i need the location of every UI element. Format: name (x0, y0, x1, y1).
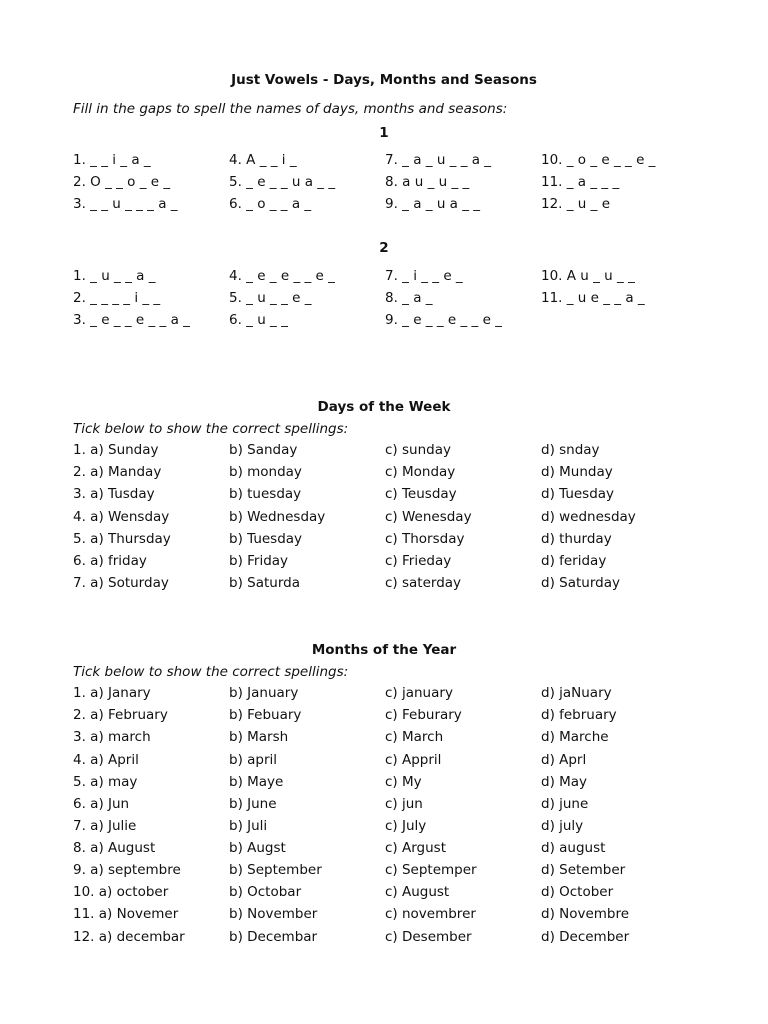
gap-item: 6. _ u _ _ (229, 312, 288, 328)
spelling-option[interactable]: d) Tuesday (541, 486, 615, 502)
spelling-option[interactable]: b) Juli (229, 818, 268, 834)
spelling-option[interactable]: 1. a) Sunday (73, 442, 159, 458)
spelling-option[interactable]: b) Febuary (229, 707, 302, 723)
set-2-row (0, 288, 768, 308)
months-heading: Months of the Year (311, 642, 457, 658)
spelling-option[interactable]: c) Desember (385, 929, 472, 945)
months-row (0, 927, 768, 947)
gap-item: 10. _ o _ e _ _ e _ (541, 152, 656, 168)
spelling-option[interactable]: b) Sanday (229, 442, 298, 458)
spelling-option[interactable]: d) May (541, 774, 588, 790)
gap-item: 1. _ u _ _ a _ (73, 268, 156, 284)
days-row (0, 573, 768, 593)
gap-item: 9. _ e _ _ e _ _ e _ (385, 312, 502, 328)
spelling-option[interactable]: c) jun (385, 796, 423, 812)
gap-item: 7. _ i _ _ e _ (385, 268, 463, 284)
spelling-option[interactable]: 6. a) friday (73, 553, 147, 569)
gap-item: 9. _ a _ u a _ _ (385, 196, 481, 212)
gap-item: 8. a u _ u _ _ (385, 174, 470, 190)
spelling-option[interactable]: b) Tuesday (229, 531, 303, 547)
spelling-option[interactable]: d) snday (541, 442, 600, 458)
spelling-option[interactable]: 7. a) Soturday (73, 575, 169, 591)
months-row (0, 816, 768, 836)
spelling-option[interactable]: c) Appril (385, 752, 442, 768)
spelling-option[interactable]: b) Octobar (229, 884, 302, 900)
spelling-option[interactable]: d) february (541, 707, 617, 723)
gap-item: 12. _ u _ e (541, 196, 610, 212)
spelling-option[interactable]: b) Wednesday (229, 509, 326, 525)
months-row (0, 882, 768, 902)
gap-item: 3. _ e _ _ e _ _ a _ (73, 312, 190, 328)
days-row (0, 484, 768, 504)
spelling-option[interactable]: b) Friday (229, 553, 289, 569)
set-2-row (0, 266, 768, 286)
spelling-option[interactable]: b) monday (229, 464, 302, 480)
spelling-option[interactable]: d) wednesday (541, 509, 636, 525)
spelling-option[interactable]: d) Munday (541, 464, 613, 480)
spelling-option[interactable]: c) saterday (385, 575, 462, 591)
spelling-option[interactable]: c) Frieday (385, 553, 452, 569)
days-row (0, 529, 768, 549)
spelling-option[interactable]: c) sunday (385, 442, 451, 458)
spelling-option[interactable]: 3. a) march (73, 729, 151, 745)
spelling-option[interactable]: b) Marsh (229, 729, 289, 745)
gap-item: 8. _ a _ (385, 290, 433, 306)
spelling-option[interactable]: c) August (385, 884, 450, 900)
spelling-option[interactable]: c) january (385, 685, 453, 701)
gap-item: 4. _ e _ e _ _ e _ (229, 268, 335, 284)
set-1-heading: 1 (379, 125, 389, 141)
spelling-option[interactable]: 6. a) Jun (73, 796, 130, 812)
spelling-option[interactable]: c) March (385, 729, 444, 745)
spelling-option[interactable]: b) april (229, 752, 278, 768)
spelling-option[interactable]: 7. a) Julie (73, 818, 137, 834)
days-instruction: Tick below to show the correct spellings: (73, 421, 349, 437)
days-row (0, 551, 768, 571)
spelling-option[interactable]: 12. a) decembar (73, 929, 185, 945)
spelling-option[interactable]: b) Maye (229, 774, 284, 790)
spelling-option[interactable]: d) Novembre (541, 906, 630, 922)
spelling-option[interactable]: d) Marche (541, 729, 609, 745)
spelling-option[interactable]: d) august (541, 840, 606, 856)
spelling-option[interactable]: b) Decembar (229, 929, 318, 945)
spelling-option[interactable]: 3. a) Tusday (73, 486, 155, 502)
spelling-option[interactable]: d) October (541, 884, 614, 900)
months-row (0, 860, 768, 880)
spelling-option[interactable]: c) Teusday (385, 486, 457, 502)
gap-item: 11. _ a _ _ _ (541, 174, 620, 190)
spelling-option[interactable]: d) july (541, 818, 584, 834)
gap-item: 4. A _ _ i _ (229, 152, 297, 168)
spelling-option[interactable]: 8. a) August (73, 840, 156, 856)
spelling-option[interactable]: c) July (385, 818, 427, 834)
set-1-row (0, 172, 768, 192)
spelling-option[interactable]: c) Thorsday (385, 531, 465, 547)
gap-fill-instruction: Fill in the gaps to spell the names of days, months and seasons: (73, 101, 508, 117)
set-2-row (0, 310, 768, 330)
spelling-option[interactable]: b) Augst (229, 840, 286, 856)
spelling-option[interactable]: d) june (541, 796, 589, 812)
spelling-option[interactable]: 2. a) Manday (73, 464, 162, 480)
spelling-option[interactable]: c) Monday (385, 464, 456, 480)
months-row (0, 750, 768, 770)
spelling-option[interactable]: 9. a) septembre (73, 862, 181, 878)
spelling-option[interactable]: d) December (541, 929, 630, 945)
spelling-option[interactable]: 10. a) october (73, 884, 169, 900)
spelling-option[interactable]: b) June (229, 796, 277, 812)
spelling-option[interactable]: d) Setember (541, 862, 626, 878)
set-1-row (0, 194, 768, 214)
spelling-option[interactable]: 4. a) Wensday (73, 509, 170, 525)
worksheet-title: Just Vowels - Days, Months and Seasons (231, 72, 537, 88)
spelling-option[interactable]: c) Argust (385, 840, 446, 856)
spelling-option[interactable]: 5. a) may (73, 774, 138, 790)
spelling-option[interactable]: b) tuesday (229, 486, 302, 502)
spelling-option[interactable]: c) Wenesday (385, 509, 472, 525)
gap-item: 5. _ e _ _ u a _ _ (229, 174, 336, 190)
spelling-option[interactable]: c) novembrer (385, 906, 476, 922)
months-row (0, 683, 768, 703)
gap-item: 5. _ u _ _ e _ (229, 290, 312, 306)
gap-item: 3. _ _ u _ _ _ a _ (73, 196, 178, 212)
spelling-option[interactable]: 11. a) Novemer (73, 906, 179, 922)
gap-item: 2. _ _ _ _ i _ _ (73, 290, 161, 306)
spelling-option[interactable]: b) September (229, 862, 322, 878)
spelling-option[interactable]: b) Saturda (229, 575, 300, 591)
days-row (0, 507, 768, 527)
gap-item: 2. O _ _ o _ e _ (73, 174, 171, 190)
spelling-option[interactable]: 2. a) February (73, 707, 168, 723)
spelling-option[interactable]: 4. a) April (73, 752, 139, 768)
days-heading: Days of the Week (317, 399, 451, 415)
spelling-option[interactable]: b) January (229, 685, 299, 701)
spelling-option[interactable]: c) Feburary (385, 707, 462, 723)
gap-item: 11. _ u e _ _ a _ (541, 290, 645, 306)
months-row (0, 772, 768, 792)
days-row (0, 462, 768, 482)
months-row (0, 838, 768, 858)
spelling-option[interactable]: b) November (229, 906, 318, 922)
gap-item: 10. A u _ u _ _ (541, 268, 635, 284)
months-row (0, 705, 768, 725)
spelling-option[interactable]: d) jaNuary (541, 685, 612, 701)
months-row (0, 794, 768, 814)
spelling-option[interactable]: c) Septemper (385, 862, 477, 878)
spelling-option[interactable]: d) Aprl (541, 752, 587, 768)
months-instruction: Tick below to show the correct spellings: (73, 664, 349, 680)
set-2-heading: 2 (379, 240, 389, 256)
gap-item: 1. _ _ i _ a _ (73, 152, 151, 168)
months-row (0, 727, 768, 747)
days-row (0, 440, 768, 460)
gap-item: 6. _ o _ _ a _ (229, 196, 312, 212)
spelling-option[interactable]: 5. a) Thursday (73, 531, 171, 547)
spelling-option[interactable]: d) feriday (541, 553, 607, 569)
spelling-option[interactable]: c) My (385, 774, 422, 790)
set-1-row (0, 150, 768, 170)
spelling-option[interactable]: d) thurday (541, 531, 612, 547)
spelling-option[interactable]: 1. a) Janary (73, 685, 151, 701)
spelling-option[interactable]: d) Saturday (541, 575, 620, 591)
gap-item: 7. _ a _ u _ _ a _ (385, 152, 492, 168)
months-row (0, 904, 768, 924)
